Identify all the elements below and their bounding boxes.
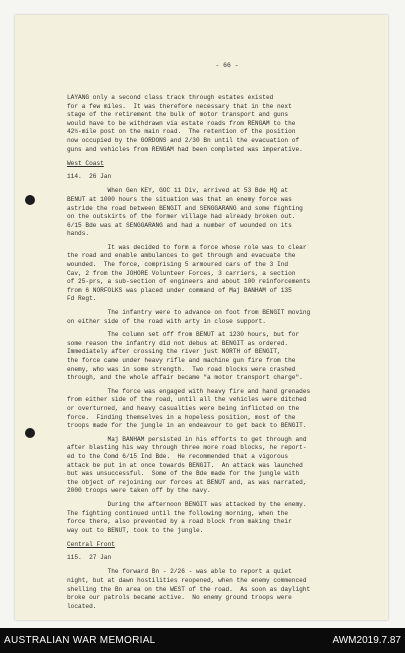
text-line: The force was engaged with heavy fire and hand grenades [67,387,311,395]
text-line: It was decided to form a force whose role was to clear [67,243,307,251]
text-line: Immediately after crossing the river just NORTH of BENGIT, [67,348,281,356]
text-line: BENUT at 1000 hours the situation was that an enemy force was [67,195,292,203]
text-line: way out to BENUT, took to the jungle. [67,526,204,534]
section-heading: West Coast [67,160,104,168]
text-line: the object of rejoining our forces at BENUT and, as was narrated, [67,478,307,486]
text-line: guns and vehicles from RENGAM had been completed was imperative. [67,145,303,153]
punch-hole [25,428,35,438]
text-line: 42½-mile post on the main road. The retention of the position [67,128,296,136]
text-line: Cav, 2 from the JOHORE Volunteer Forces, 3 carriers, a section [67,269,296,277]
paragraph-title: 115. 27 Jan [67,553,112,561]
punch-hole [25,195,35,205]
text-line: 2000 troops were taken off by the navy. [67,487,211,495]
text-line: LAYANG only a second class track through estates existed [67,93,274,101]
text-line: The column set off from BENUT at 1230 hours, but for [67,331,300,339]
text-line: the road and enable ambulances to get through and evacuate the [67,252,296,260]
text-line: Fd Regt. [67,295,97,303]
text-line: shelling the Bn area on the WEST of the road. As soon as daylight [67,585,311,593]
text-line: broke our patrols became active. No enemy ground troops were [67,594,292,602]
text-line: through, and the whole affair became "a motor transport charge". [67,374,303,382]
text-line: astride the road between BENGIT and SENGGARANG and some fighting [67,204,303,212]
document-page [15,15,388,620]
text-line: When Gen KEY, GOC 11 Div, arrived at 53 Bde HQ at [67,187,289,195]
footer-reference: AWM2019.7.87 [332,635,401,646]
paragraph-title: 114. 26 Jan [67,172,112,180]
text-line: The forward Bn - 2/26 - was able to report a quiet [67,568,292,576]
text-line: 6/15 Bde was at SENGGARANG and had a number of wounded on its [67,221,292,229]
text-line: the force came under heavy rifle and machine gun fire from the [67,357,296,364]
text-line: ed to the Comd 6/15 Ind Bde. He recommended that a vigorous [67,452,289,460]
typed-text [67,45,387,620]
text-line: from either side of the road, until all the vehicles were ditched [67,396,307,404]
text-line: During the afternoon BENGIT was attacked by the enemy. [67,500,307,508]
text-line: would have to be withdrawn via estate roads from RENGAM to the [67,119,296,127]
text-line: enemy, who was in some strength. Two road blocks were crashed [67,365,296,373]
text-line: on the outskirts of the former village had already broken out. [67,213,296,221]
text-line: troops made for the jungle in an endeavour to get back to BENGIT. [67,422,307,430]
footer-institution: AUSTRALIAN WAR MEMORIAL [4,635,156,646]
text-line: force there, also prevented by a road block from making their [67,518,292,526]
text-line: some reason the infantry did not debus at BENGIT as ordered. [67,339,289,347]
text-line: Maj BANHAM persisted in his efforts to get through and [67,435,307,443]
text-line: The fighting continued until the following morning, when the [67,509,289,517]
text-line: now occupied by the GORDONS and 2/30 Bn until the evacuation of [67,136,300,144]
text-line: attack be put in at once towards BENGIT. An attack was launched [67,461,303,469]
text-line: force. Finding themselves in a hopeless position, most of the [67,413,296,421]
text-line: hands. [67,230,90,238]
footer-bar [0,628,405,653]
text-line: or overturned, and heavy casualties were being inflicted on the [67,404,300,412]
text-line: after blasting his way through three more road blocks, he report- [67,444,307,452]
text-line: The infantry were to advance on foot from BENGIT moving [67,309,311,317]
text-line: stage of the retirement the bulk of motor transport and guns [67,111,289,119]
text-line: of 25-prs, a sub-section of engineers and about 100 reinforcements [67,278,311,286]
text-line: from 6 NORFOLKS was placed under command of Maj BANHAM of 135 [67,286,292,294]
page-number: - 66 - [215,62,239,70]
text-line: but was unsuccessful. Some of the Bde made for the jungle with [67,470,300,478]
text-line: for a few miles. It was therefore necessary that in the next [67,102,292,110]
text-blocks [67,94,387,611]
section-heading: Central Front [67,541,115,549]
text-line: night, but at dawn hostilities reopened, when the enemy commenced [67,577,307,585]
text-line: on either side of the road with arty in close support. [67,317,266,325]
text-line: wounded. The force, comprising 5 armoured cars of the 3 Ind [67,261,289,269]
text-line: located. [67,602,97,610]
